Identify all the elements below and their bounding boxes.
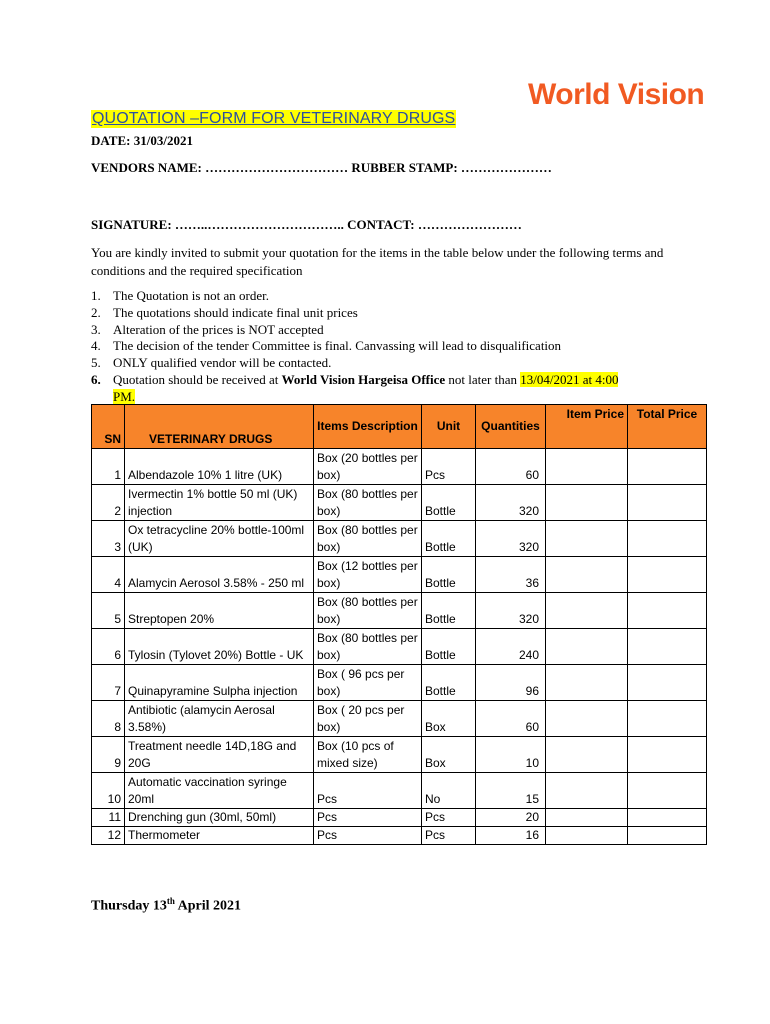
table-row: 11 Drenching gun (30ml, 50ml) Pcs Pcs 20 bbox=[92, 809, 707, 827]
total-price-cell[interactable] bbox=[628, 665, 707, 701]
term-item: 5. ONLY qualified vendor will be contacted. bbox=[91, 355, 332, 371]
intro-paragraph: You are kindly invited to submit your quotation for the items in the table below under the following terms and conditions and the required specification bbox=[91, 245, 664, 278]
footer-date: Thursday 13th April 2021 bbox=[91, 896, 241, 914]
vendors-name-line: VENDORS NAME: …………………………… RUBBER STAMP: ………………… bbox=[91, 160, 552, 175]
item-price-cell[interactable] bbox=[546, 665, 628, 701]
table-row: 4 Alamycin Aerosol 3.58% - 250 ml Box (12 bottles per box) Bottle 36 bbox=[92, 557, 707, 593]
item-price-cell[interactable] bbox=[546, 737, 628, 773]
table-row: 6 Tylosin (Tylovet 20%) Bottle - UK Box (80 bottles per box) Bottle 240 bbox=[92, 629, 707, 665]
term-item: 4. The decision of the tender Committee is final. Canvassing will lead to disqualification bbox=[91, 338, 562, 354]
office-name: World Vision Hargeisa Office bbox=[281, 371, 446, 387]
item-price-cell[interactable] bbox=[546, 827, 628, 845]
header-item-price: Item Price bbox=[546, 405, 628, 449]
deadline-highlight-cont: PM. bbox=[113, 388, 136, 404]
item-price-cell[interactable] bbox=[546, 593, 628, 629]
header-items-description: Items Description bbox=[314, 405, 422, 449]
table-row: 3 Ox tetracycline 20% bottle-100ml (UK) Box (80 bottles per box) Bottle 320 bbox=[92, 521, 707, 557]
total-price-cell[interactable] bbox=[628, 737, 707, 773]
item-price-cell[interactable] bbox=[546, 557, 628, 593]
term-item: 2. The quotations should indicate final unit prices bbox=[91, 304, 358, 320]
item-price-cell[interactable] bbox=[546, 449, 628, 485]
total-price-cell[interactable] bbox=[628, 485, 707, 521]
table-row: 8 Antibiotic (alamycin Aerosal 3.58%) Box ( 20 pcs per box) Box 60 bbox=[92, 701, 707, 737]
item-price-cell[interactable] bbox=[546, 701, 628, 737]
total-price-cell[interactable] bbox=[628, 773, 707, 809]
table-header-row bbox=[92, 405, 707, 449]
total-price-cell[interactable] bbox=[628, 809, 707, 827]
deadline-highlight: 13/04/2021 at 4:00 bbox=[520, 371, 619, 387]
term-item: 1. The Quotation is not an order. bbox=[91, 288, 269, 303]
table-row: 5 Streptopen 20% Box (80 bottles per box) Bottle 320 bbox=[92, 593, 707, 629]
item-price-cell[interactable] bbox=[546, 809, 628, 827]
drugs-table bbox=[91, 404, 707, 845]
table-row: 12 Thermometer Pcs Pcs 16 bbox=[92, 827, 707, 845]
header-sn: SN bbox=[92, 405, 125, 449]
table-row: 7 Quinapyramine Sulpha injection Box ( 96 pcs per box) Bottle 96 bbox=[92, 665, 707, 701]
item-price-cell[interactable] bbox=[546, 521, 628, 557]
total-price-cell[interactable] bbox=[628, 827, 707, 845]
total-price-cell[interactable] bbox=[628, 449, 707, 485]
table-row: 9 Treatment needle 14D,18G and 20G Box (10 pcs of mixed size) Box 10 bbox=[92, 737, 707, 773]
table-row: 2 Ivermectin 1% bottle 50 ml (UK) injection Box (80 bottles per box) Bottle 320 bbox=[92, 485, 707, 521]
total-price-cell[interactable] bbox=[628, 521, 707, 557]
term-item: 3. Alteration of the prices is NOT accepted bbox=[91, 321, 324, 337]
item-price-cell[interactable] bbox=[546, 629, 628, 665]
item-price-cell[interactable] bbox=[546, 485, 628, 521]
table-row: 1 Albendazole 10% 1 litre (UK) Box (20 bottles per box) Pcs 60 bbox=[92, 449, 707, 485]
header-total-price: Total Price bbox=[628, 405, 707, 449]
table-row: 10 Automatic vaccination syringe 20ml Pcs No 15 bbox=[92, 773, 707, 809]
total-price-cell[interactable] bbox=[628, 593, 707, 629]
world-vision-logo: World Vision bbox=[528, 78, 705, 111]
header-quantities: Quantities bbox=[476, 405, 546, 449]
signature-line: SIGNATURE: ……..………………………….. CONTACT: …………………… bbox=[91, 217, 522, 232]
header-unit: Unit bbox=[422, 405, 476, 449]
header-veterinary-drugs: VETERINARY DRUGS bbox=[125, 405, 314, 449]
form-date: DATE: 31/03/2021 bbox=[91, 133, 193, 148]
total-price-cell[interactable] bbox=[628, 701, 707, 737]
terms-list bbox=[91, 288, 691, 406]
form-title: QUOTATION –FORM FOR VETERINARY DRUGS bbox=[92, 110, 456, 127]
term-item-deadline: 6. Quotation should be received at World Vision Hargeisa Office not later than 13/04/2021 at 4:00 PM. bbox=[91, 371, 619, 404]
total-price-cell[interactable] bbox=[628, 557, 707, 593]
item-price-cell[interactable] bbox=[546, 773, 628, 809]
total-price-cell[interactable] bbox=[628, 629, 707, 665]
